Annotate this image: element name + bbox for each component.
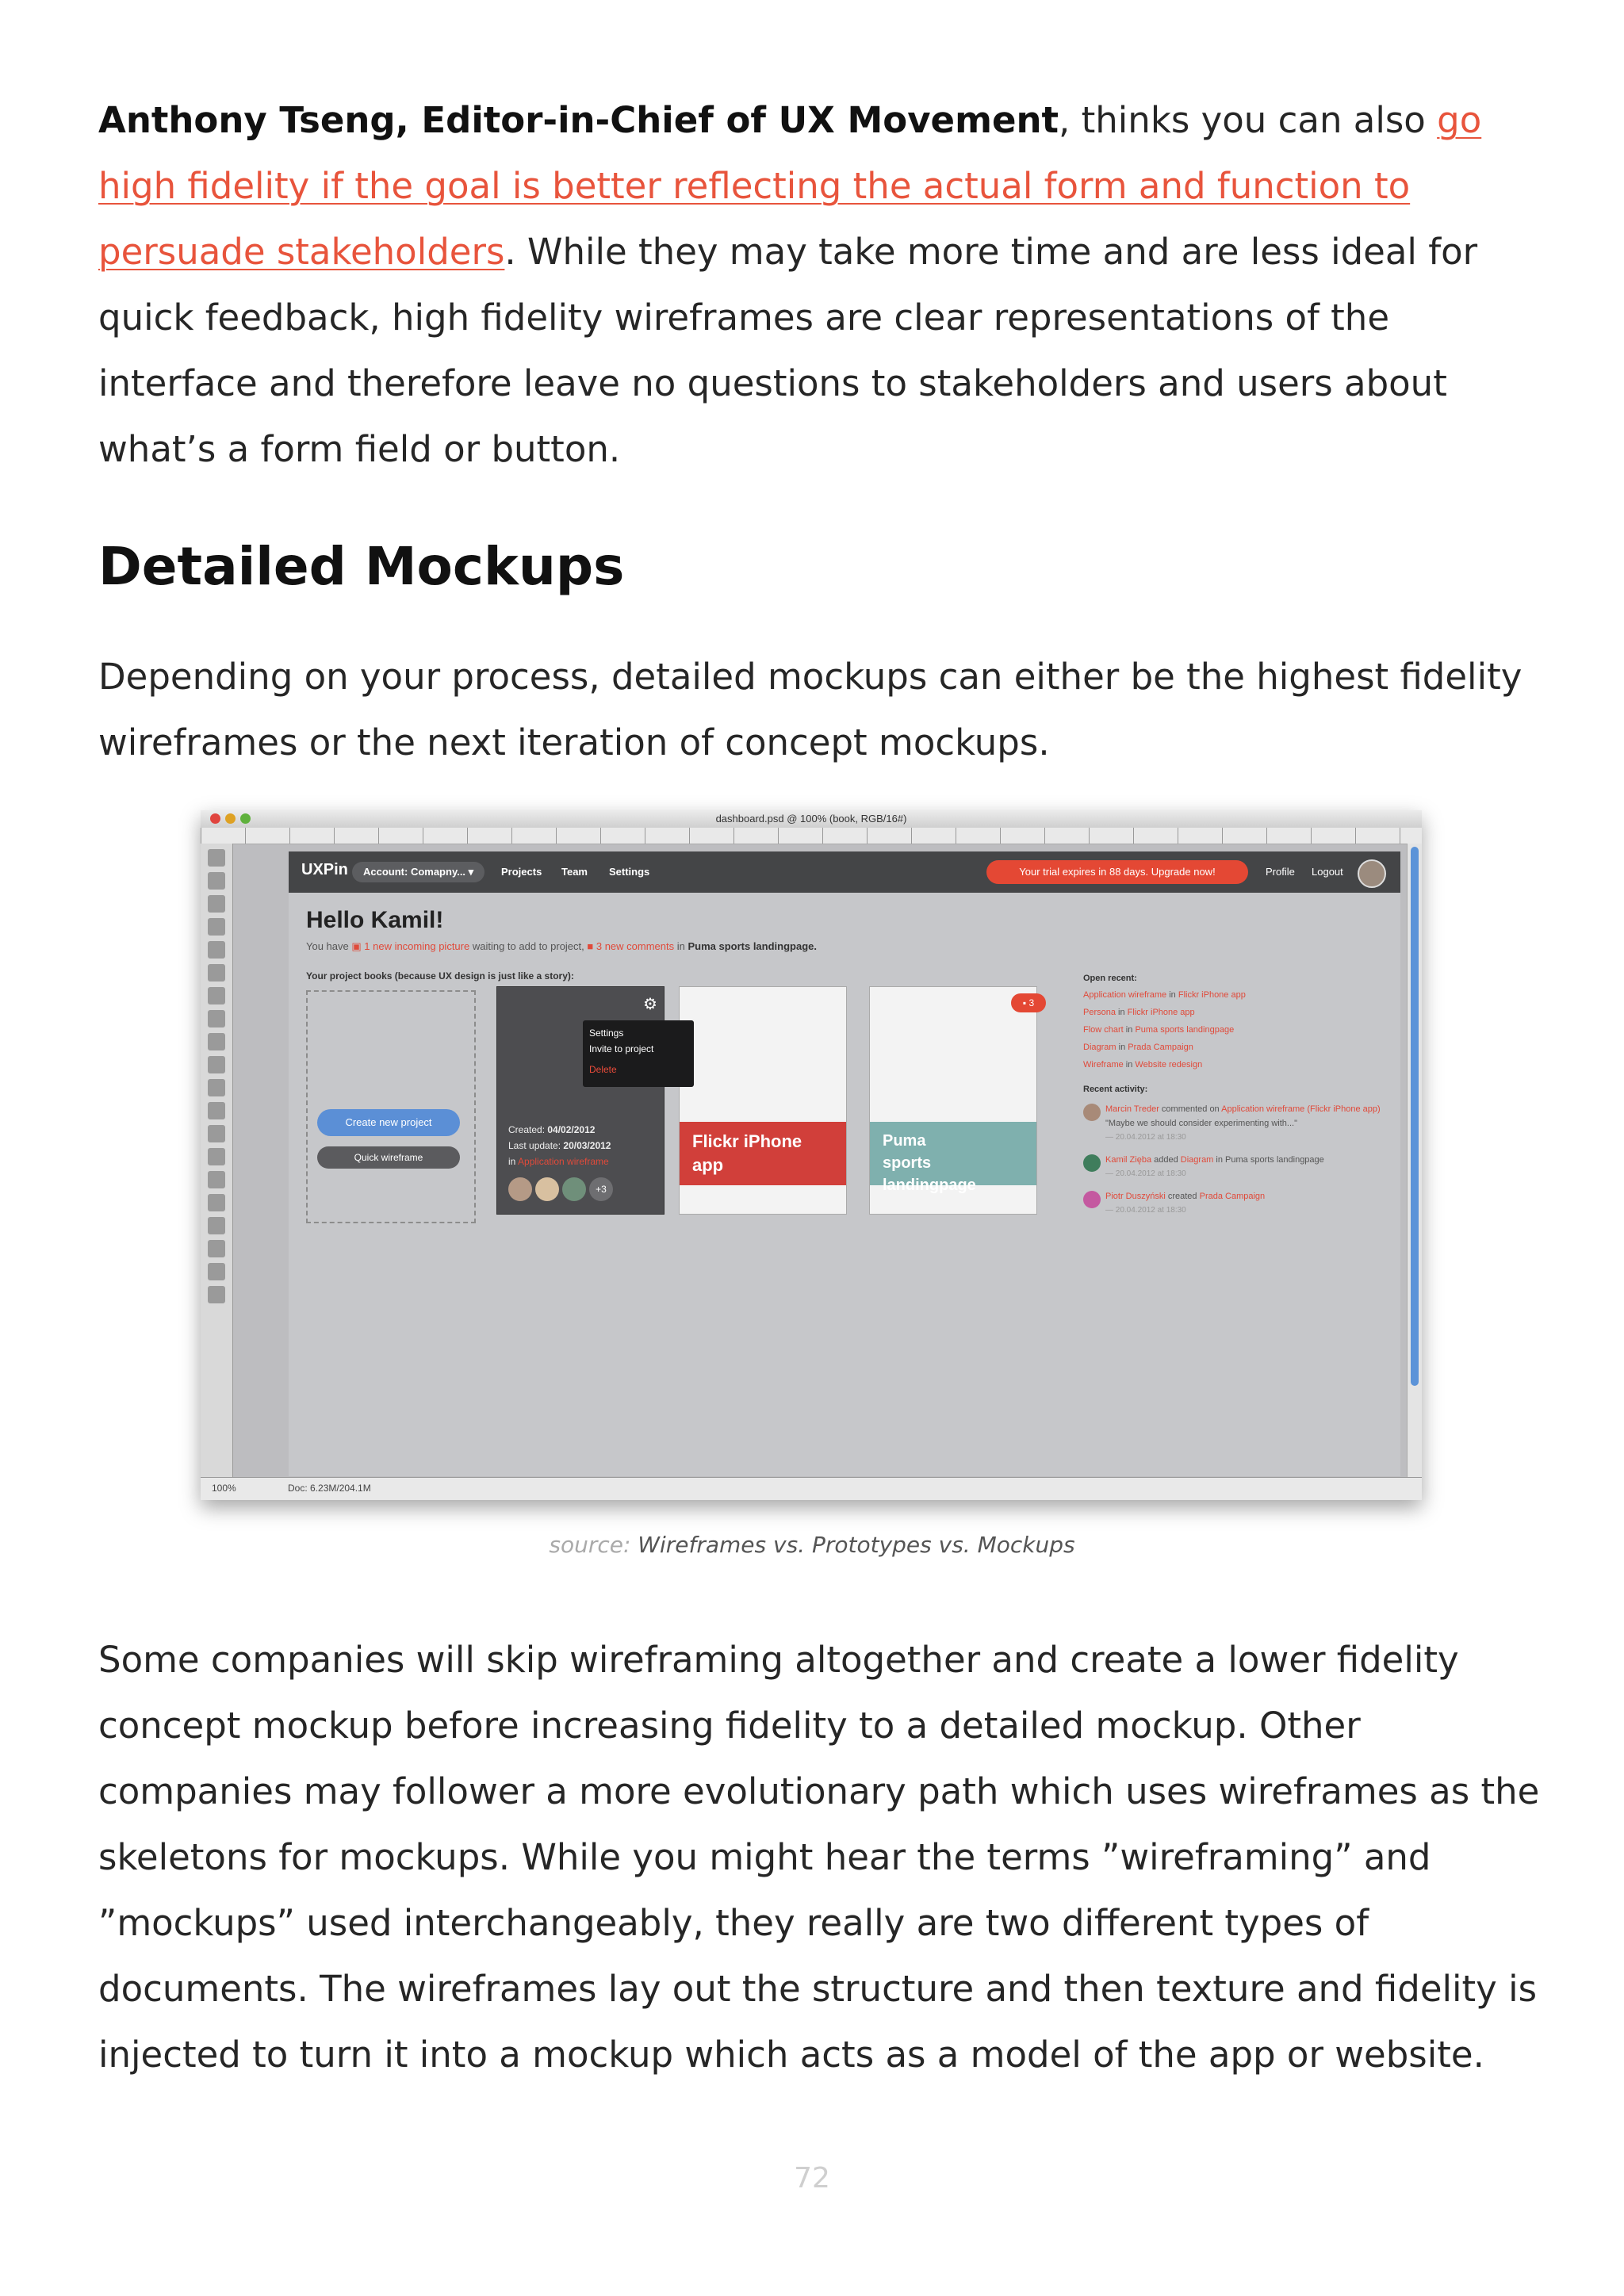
- caption-title: Wireframes vs. Prototypes vs. Mockups: [638, 1532, 1075, 1558]
- page-number: 72: [794, 2162, 830, 2195]
- dodge-tool-icon: [208, 1148, 225, 1165]
- open-recent-heading: Open recent:: [1083, 974, 1137, 983]
- gear-icon: ⚙: [643, 996, 657, 1013]
- design-canvas: [289, 851, 1400, 1476]
- menu-invite: Invite to project: [589, 1043, 654, 1054]
- avatar: [1083, 1191, 1101, 1208]
- path-selection-icon: [208, 1217, 225, 1234]
- app-logo: UXPin: [301, 861, 348, 878]
- nav-logout: Logout: [1312, 866, 1343, 878]
- nav-settings: Settings: [609, 866, 650, 878]
- intro-text-before: , thinks you can also: [1059, 99, 1438, 141]
- window-title: dashboard.psd @ 100% (book, RGB/16#): [715, 813, 907, 825]
- recent-item: Diagram in Prada Campaign: [1083, 1043, 1193, 1052]
- collaborators: [508, 1177, 613, 1201]
- move-tool-icon: [208, 849, 225, 867]
- recent-item: Flow chart in Puma sports landingpage: [1083, 1025, 1235, 1035]
- zoom-tool-icon: [208, 1286, 225, 1303]
- activity-item: Marcin Treder commented on Application wireframe (Flickr iPhone app) "Maybe we should consider experimenting with..." — 20.04.2012 at 18:30: [1083, 1102, 1385, 1145]
- horizontal-ruler: [201, 828, 1422, 844]
- zoom-level: 100%: [212, 1483, 236, 1494]
- section-heading: Detailed Mockups: [98, 536, 625, 597]
- mockup-screenshot: [201, 810, 1422, 1500]
- stamp-tool-icon: [208, 1033, 225, 1050]
- section-lead: Depending on your process, detailed mockups can either be the highest fidelity wireframes or the next iteration of concept mockups.: [98, 656, 1522, 763]
- hand-tool-icon: [208, 1263, 225, 1280]
- quick-wireframe-button: Quick wireframe: [317, 1146, 460, 1169]
- new-project-slot: [306, 990, 476, 1223]
- eraser-tool-icon: [208, 1079, 225, 1096]
- notification-line: You have ▣ 1 new incoming picture waiting to add to project, ■ 3 new comments in Puma sports landingpage.: [306, 940, 817, 952]
- avatar: [562, 1177, 586, 1201]
- intro-text-after: . While they may take more time and are less ideal for quick feedback, high fidelity wireframes are clear representations of the interface and therefore leave no questions to stakeholders and users about what’s a form field or button.: [98, 231, 1478, 470]
- comments-badge: ▪ 3: [1011, 993, 1046, 1012]
- create-project-button: Create new project: [317, 1109, 460, 1136]
- books-label: Your project books (because UX design is just like a story):: [306, 970, 574, 982]
- avatar: [1083, 1104, 1101, 1121]
- account-dropdown: Account: Comapny... ▾: [352, 862, 485, 882]
- gradient-tool-icon: [208, 1102, 225, 1119]
- lasso-tool-icon: [208, 895, 225, 913]
- recent-item: Wireframe in Website redesign: [1083, 1060, 1203, 1070]
- tools-panel: [201, 844, 233, 1478]
- nav-team: Team: [561, 866, 588, 878]
- comment-icon: ■: [587, 940, 596, 952]
- status-bar: [201, 1477, 1422, 1500]
- brush-tool-icon: [208, 1010, 225, 1027]
- book-application-wireframe: [496, 986, 665, 1215]
- nav-projects: Projects: [501, 866, 542, 878]
- marquee-tool-icon: [208, 872, 225, 890]
- picture-icon: ▣: [351, 940, 365, 952]
- closing-paragraph: Some companies will skip wireframing altogether and create a lower fidelity concept mockup before increasing fidelity to a detailed mockup. Other companies may follower a more evolutionary path which uses wireframes as the skeletons for mockups. While you might hear the terms ”wireframing” and ”mockups” used interchangeably, they really are two different types of documents. The wireframes lay out the structure and then texture and fidelity is injected to turn it into a mockup which acts as a model of the app or website.: [98, 1639, 1540, 2076]
- crop-tool-icon: [208, 941, 225, 959]
- book-puma: [869, 986, 1037, 1215]
- recent-item: Persona in Flickr iPhone app: [1083, 1008, 1195, 1017]
- nav-profile: Profile: [1266, 866, 1295, 878]
- menu-delete: Delete: [589, 1064, 617, 1075]
- book-puma-cover: Puma sports landingpage: [870, 1122, 1036, 1185]
- window-titlebar: [201, 810, 1422, 828]
- document-size: Doc: 6.23M/204.1M: [288, 1483, 371, 1494]
- more-collaborators: +3: [589, 1177, 613, 1201]
- recent-activity-heading: Recent activity:: [1083, 1085, 1148, 1094]
- menu-settings: Settings: [589, 1027, 624, 1039]
- healing-brush-icon: [208, 987, 225, 1004]
- blur-tool-icon: [208, 1125, 225, 1142]
- figure-caption: source: Wireframes vs. Prototypes vs. Mockups: [549, 1532, 1075, 1558]
- history-brush-icon: [208, 1056, 225, 1073]
- avatar: [535, 1177, 559, 1201]
- author-name: Anthony Tseng, Editor-in-Chief of UX Movement: [98, 99, 1059, 141]
- intro-paragraph: [98, 87, 1542, 482]
- book-flickr-cover: Flickr iPhone app: [680, 1122, 846, 1185]
- activity-sidebar: [1083, 970, 1385, 1226]
- greeting: Hello Kamil!: [306, 907, 444, 933]
- vertical-scrollbar: [1407, 844, 1422, 1478]
- high-fidelity-link[interactable]: go high fidelity if the goal is better reflecting the actual form and function to persuade stakeholders: [98, 99, 1482, 273]
- activity-item: Piotr Duszyński created Prada Campaign — 20.04.2012 at 18:30: [1083, 1189, 1385, 1218]
- magic-wand-icon: [208, 918, 225, 936]
- book-menu: [583, 1020, 694, 1087]
- trial-banner: Your trial expires in 88 days. Upgrade now!: [986, 860, 1248, 884]
- avatar: [1083, 1154, 1101, 1172]
- type-tool-icon: [208, 1194, 225, 1211]
- pen-tool-icon: [208, 1171, 225, 1188]
- recent-item: Application wireframe in Flickr iPhone app: [1083, 990, 1246, 1000]
- app-header: [289, 851, 1400, 893]
- user-avatar: [1358, 859, 1386, 888]
- shape-tool-icon: [208, 1240, 225, 1257]
- eyedropper-icon: [208, 964, 225, 982]
- book-meta: Created: 04/02/2012 Last update: 20/03/2012 in Application wireframe: [508, 1124, 611, 1167]
- avatar: [508, 1177, 532, 1201]
- scroll-thumb: [1411, 847, 1419, 1386]
- book-flickr: [679, 986, 847, 1215]
- activity-item: Kamil Zięba added Diagram in Puma sports landingpage — 20.04.2012 at 18:30: [1083, 1153, 1385, 1181]
